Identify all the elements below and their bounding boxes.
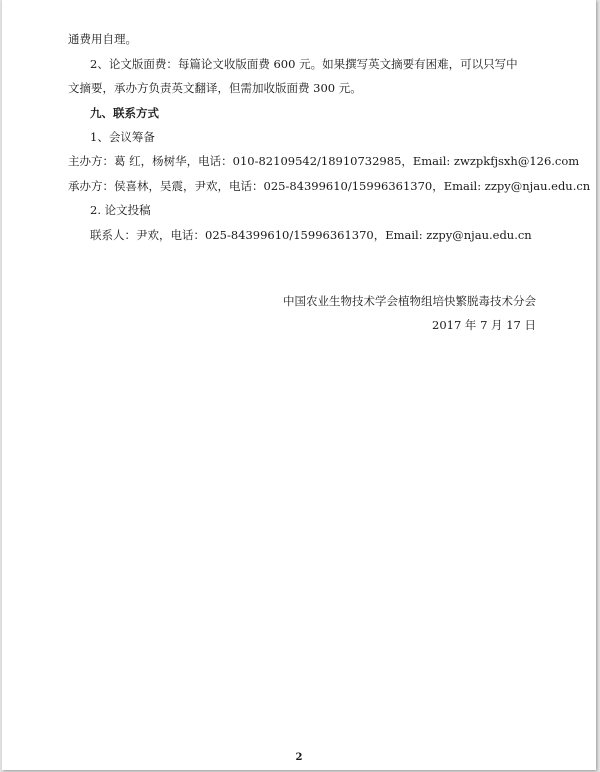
fee-item-2-line-1: 2、论文版面费：每篇论文收版面费 600 元。如果撰写英文摘要有困难，可以只写中 bbox=[90, 57, 518, 71]
page-number: 2 bbox=[295, 752, 303, 763]
organizer-contact-line: 主办方：葛 红，杨树华，电话：010-82109542/18910732985，Email: zwzpkfjsxh@126.com bbox=[68, 154, 580, 168]
document-page bbox=[2, 0, 596, 770]
paper-submission-heading: 2. 论文投稿 bbox=[90, 203, 151, 217]
section-9-heading: 九、联系方式 bbox=[90, 106, 159, 120]
fee-item-2-line-2: 文摘要，承办方负责英文翻译，但需加收版面费 300 元。 bbox=[68, 81, 362, 95]
signature-date: 2017 年 7 月 17 日 bbox=[432, 318, 536, 332]
submission-contact-line: 联系人：尹欢，电话：025-84399610/15996361370，Email: zzpy@njau.edu.cn bbox=[90, 228, 532, 242]
fee-tail-text: 通费用自理。 bbox=[68, 32, 137, 46]
host-contact-line: 承办方：侯喜林，吴震，尹欢，电话：025-84399610/15996361370，Email: zzpy@njau.edu.cn bbox=[68, 179, 591, 193]
signature-organization: 中国农业生物技术学会植物组培快繁脱毒技术分会 bbox=[283, 294, 536, 308]
meeting-preparation-heading: 1、会议筹备 bbox=[90, 130, 155, 144]
